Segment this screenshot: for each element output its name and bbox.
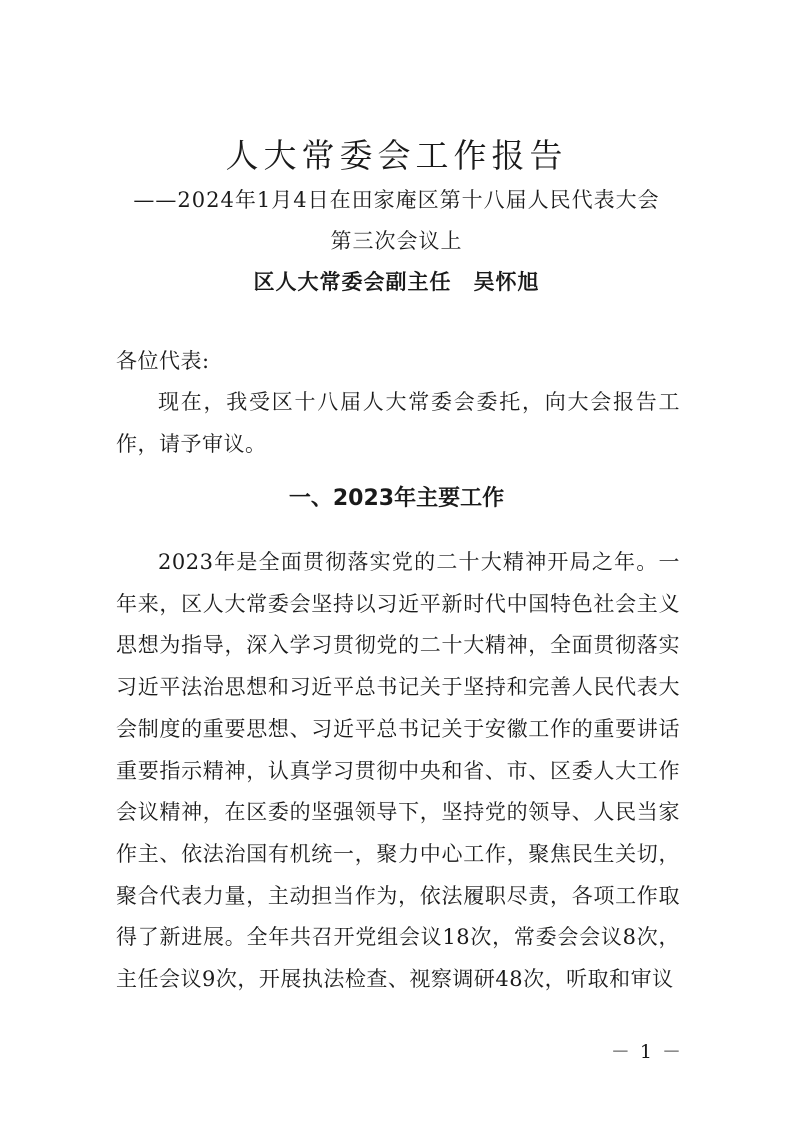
- document-title: 人大常委会工作报告: [225, 136, 568, 175]
- salutation: 各位代表:: [116, 349, 210, 373]
- document-author: 区人大常委会副主任 吴怀旭: [253, 269, 540, 294]
- section-paragraph: 2023年是全面贯彻落实党的二十大精神开局之年。一年来，区人大常委会坚持以习近平新时代中国特色社会主义思想为指导，深入学习贯彻党的二十大精神，全面贯彻落实习近平法治思想和习近平总书记关于坚持和完善人民代表大会制度的重要思想、习近平总书记关于安徽工作的重要讲话重要指示精神，认真学习贯彻中央和省、市、区委人大工作会议精神，在区委的坚强领导下，坚持党的领导、人民当家作主、依法治国有机统一，聚力中心工作，聚焦民生关切，聚合代表力量，主动担当作为，依法履职尽责，各项工作取得了新进展。全年共召开党组会议18次，常委会会议8次，主任会议9次，开展执法检查、视察调研48次，听取和审议: [116, 550, 680, 992]
- section-heading: 一、2023年主要工作: [288, 486, 505, 511]
- page-number: － 1 －: [610, 1041, 683, 1063]
- document-subtitle-line2: 第三次会议上: [330, 229, 463, 253]
- document-subtitle-line1: ——2024年1月4日在田家庵区第十八届人民代表大会: [133, 188, 660, 212]
- intro-paragraph: 现在，我受区十八届人大常委会委托，向大会报告工作，请予审议。: [116, 390, 680, 456]
